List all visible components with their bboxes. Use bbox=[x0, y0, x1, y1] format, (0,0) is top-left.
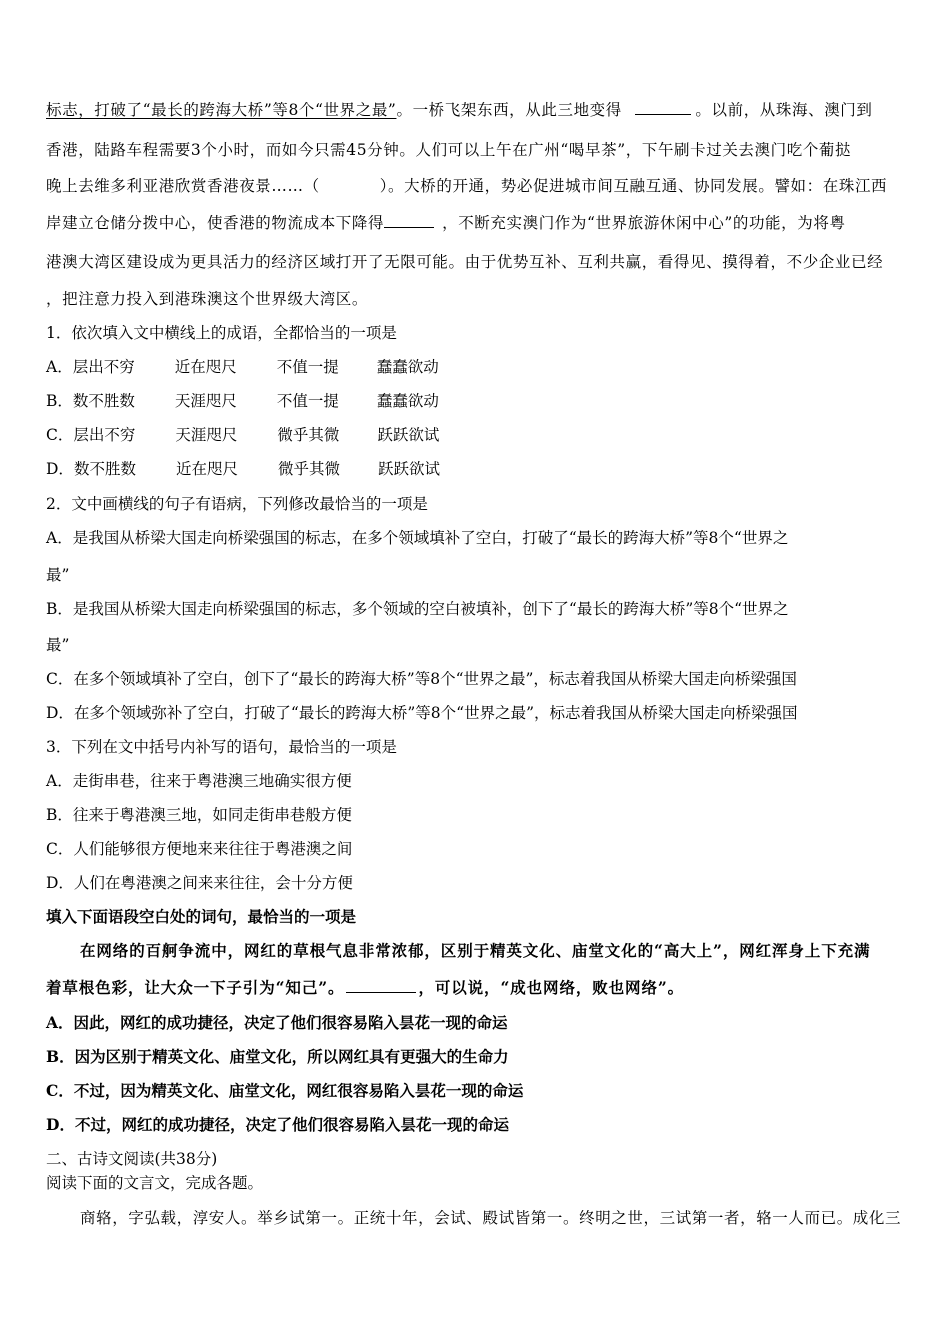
q4-blank bbox=[346, 978, 416, 993]
q2-option-b-line1: B．是我国从桥梁大国走向桥梁强国的标志，多个领域的空白被填补，创下了“最长的跨海大桥”等8个“世界之 bbox=[46, 600, 789, 618]
q4-option-b: B．因为区别于精英文化、庙堂文化，所以网红具有更强大的生命力 bbox=[46, 1047, 509, 1066]
q3-option-b: B．往来于粤港澳三地，如同走街串巷般方便 bbox=[46, 806, 352, 824]
blank-2 bbox=[384, 213, 434, 228]
q1-option-b: B．数不胜数 天涯咫尺 不值一提 蠢蠢欲动 bbox=[46, 392, 439, 410]
passage-line-2: 香港，陆路车程需要3个小时，而如今只需45分钟。人们可以上午在广州“喝早茶”，下午刷卡过关去澳门吃个葡挞 bbox=[46, 141, 852, 159]
q4-paragraph-line2: 着草根色彩，让大众一下子引为“知己”。 ，可以说，“成也网络，败也网络”。 bbox=[46, 978, 685, 997]
q1-option-a: A．层出不穷 近在咫尺 不值一提 蠢蠢欲动 bbox=[46, 358, 439, 376]
q3-stem: 3．下列在文中括号内补写的语句，最恰当的一项是 bbox=[46, 738, 397, 756]
section2-instruction: 阅读下面的文言文，完成各题。 bbox=[46, 1174, 264, 1192]
q1-option-c: C．层出不穷 天涯咫尺 微乎其微 跃跃欲试 bbox=[46, 426, 440, 444]
q4-option-a: A．因此，网红的成功捷径，决定了他们很容易陷入昙花一现的命运 bbox=[46, 1013, 508, 1032]
q4-option-d: D．不过，网红的成功捷径，决定了他们很容易陷入昙花一现的命运 bbox=[46, 1115, 509, 1134]
blank-1 bbox=[635, 100, 691, 115]
q2-option-b-line2: 最” bbox=[46, 636, 70, 654]
underlined-sentence: 标志，打破了“最长的跨海大桥”等8个“世界之最” bbox=[46, 101, 397, 119]
q2-option-c: C．在多个领域填补了空白，创下了“最长的跨海大桥”等8个“世界之最”，标志着我国从桥梁大国走向桥梁强国 bbox=[46, 670, 797, 688]
q4-option-c: C．不过，因为精英文化、庙堂文化，网红很容易陷入昙花一现的命运 bbox=[46, 1081, 524, 1100]
classical-text-line1: 商辂，字弘载，淳安人。举乡试第一。正统十年，会试、殿试皆第一。终明之世，三试第一者，辂一人而已。成化三 bbox=[80, 1209, 902, 1227]
section2-title: 二、古诗文阅读(共38分) bbox=[46, 1150, 218, 1168]
q3-option-a: A．走街串巷，往来于粤港澳三地确实很方便 bbox=[46, 772, 352, 790]
q2-option-a-line1: A．是我国从桥梁大国走向桥梁强国的标志，在多个领域填补了空白，打破了“最长的跨海大桥”等8个“世界之 bbox=[46, 529, 789, 547]
q3-option-d: D．人们在粤港澳之间来来往往，会十分方便 bbox=[46, 874, 353, 892]
q1-option-d: D．数不胜数 近在咫尺 微乎其微 跃跃欲试 bbox=[46, 460, 440, 478]
q2-option-d: D．在多个领域弥补了空白，打破了“最长的跨海大桥”等8个“世界之最”，标志着我国从桥梁大国走向桥梁强国 bbox=[46, 704, 798, 722]
q4-paragraph-line1: 在网络的百舸争流中，网红的草根气息非常浓郁，区别于精英文化、庙堂文化的“高大上”，网红浑身上下充满 bbox=[80, 941, 871, 960]
q1-stem: 1．依次填入文中横线上的成语，全都恰当的一项是 bbox=[46, 324, 397, 342]
passage-line-1: 标志，打破了“最长的跨海大桥”等8个“世界之最”。一桥飞架东西，从此三地变得 。以前，从珠海、澳门到 bbox=[46, 101, 873, 119]
q4-stem: 填入下面语段空白处的词句，最恰当的一项是 bbox=[46, 907, 357, 926]
passage-line-4: 岸建立仓储分拨中心，使香港的物流成本下降得 ，不断充实澳门作为“世界旅游休闲中心”的功能，为将粤 bbox=[46, 214, 846, 232]
passage-line-5: 港澳大湾区建设成为更具活力的经济区域打开了无限可能。由于优势互补、互利共赢，看得见、摸得着，不少企业已经 bbox=[46, 253, 884, 271]
passage-line-6: ，把注意力投入到港珠澳这个世界级大湾区。 bbox=[46, 290, 369, 308]
passage-line-3: 晚上去维多利亚港欣赏香港夜景……（ ）。大桥的开通，势必促进城市间互融互通、协同发展。譬如：在珠江西 bbox=[46, 177, 888, 195]
q3-option-c: C．人们能够很方便地来来往往于粤港澳之间 bbox=[46, 840, 353, 858]
q2-option-a-line2: 最” bbox=[46, 566, 70, 584]
q2-stem: 2．文中画横线的句子有语病，下列修改最恰当的一项是 bbox=[46, 495, 428, 513]
